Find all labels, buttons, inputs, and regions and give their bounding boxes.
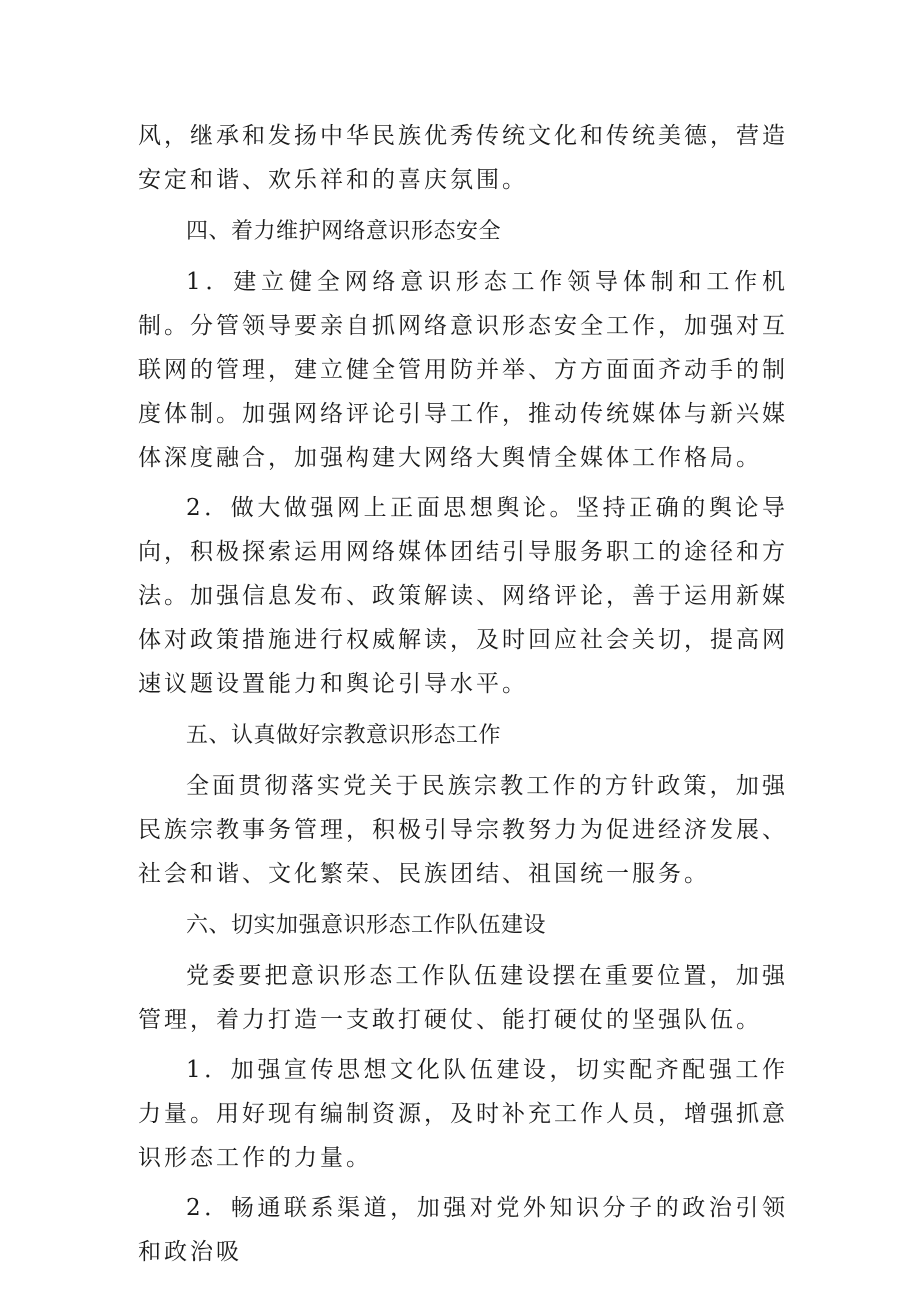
section-heading-6: 六、切实加强意识形态工作队伍建设 [186, 913, 547, 938]
section-5-paragraph: 全面贯彻落实党关于民族宗教工作的方针政策，加强民族宗教事务管理，积极引导宗教努力为促进经济发展、社会和谐、文化繁荣、民族团结、祖国统一服务。 [138, 773, 788, 887]
section-heading-4: 四、着力维护网络意识形态安全 [186, 219, 502, 244]
section-6-intro: 党委要把意识形态工作队伍建设摆在重要位置，加强管理，着力打造一支敢打硬仗、能打硬仗的坚强队伍。 [138, 963, 788, 1033]
section-4-item-2: 2．做大做强网上正面思想舆论。坚持正确的舆论导向，积极探索运用网络媒体团结引导服务职工的途径和方法。加强信息发布、政策解读、网络评论，善于运用新媒体对政策措施进行权威解读，及时回应社会关切，提高网速议题设置能力和舆论引导水平。 [138, 495, 788, 697]
section-6-item-2: 2．畅通联系渠道，加强对党外知识分子的政治引领和政治吸 [138, 1195, 788, 1265]
paragraph-continued: 风，继承和发扬中华民族优秀传统文化和传统美德，营造安定和谐、欢乐祥和的喜庆氛围。 [138, 123, 788, 193]
section-4-item-1: 1．建立健全网络意识形态工作领导体制和工作机制。分管领导要亲自抓网络意识形态安全工作，加强对互联网的管理，建立健全管用防并举、方方面面齐动手的制度体制。加强网络评论引导工作，推动传统媒体与新兴媒体深度融合，加强构建大网络大舆情全媒体工作格局。 [138, 269, 788, 471]
section-heading-5: 五、认真做好宗教意识形态工作 [186, 723, 502, 748]
section-6-item-1: 1．加强宣传思想文化队伍建设，切实配齐配强工作力量。用好现有编制资源，及时补充工作人员，增强抓意识形态工作的力量。 [138, 1057, 788, 1171]
